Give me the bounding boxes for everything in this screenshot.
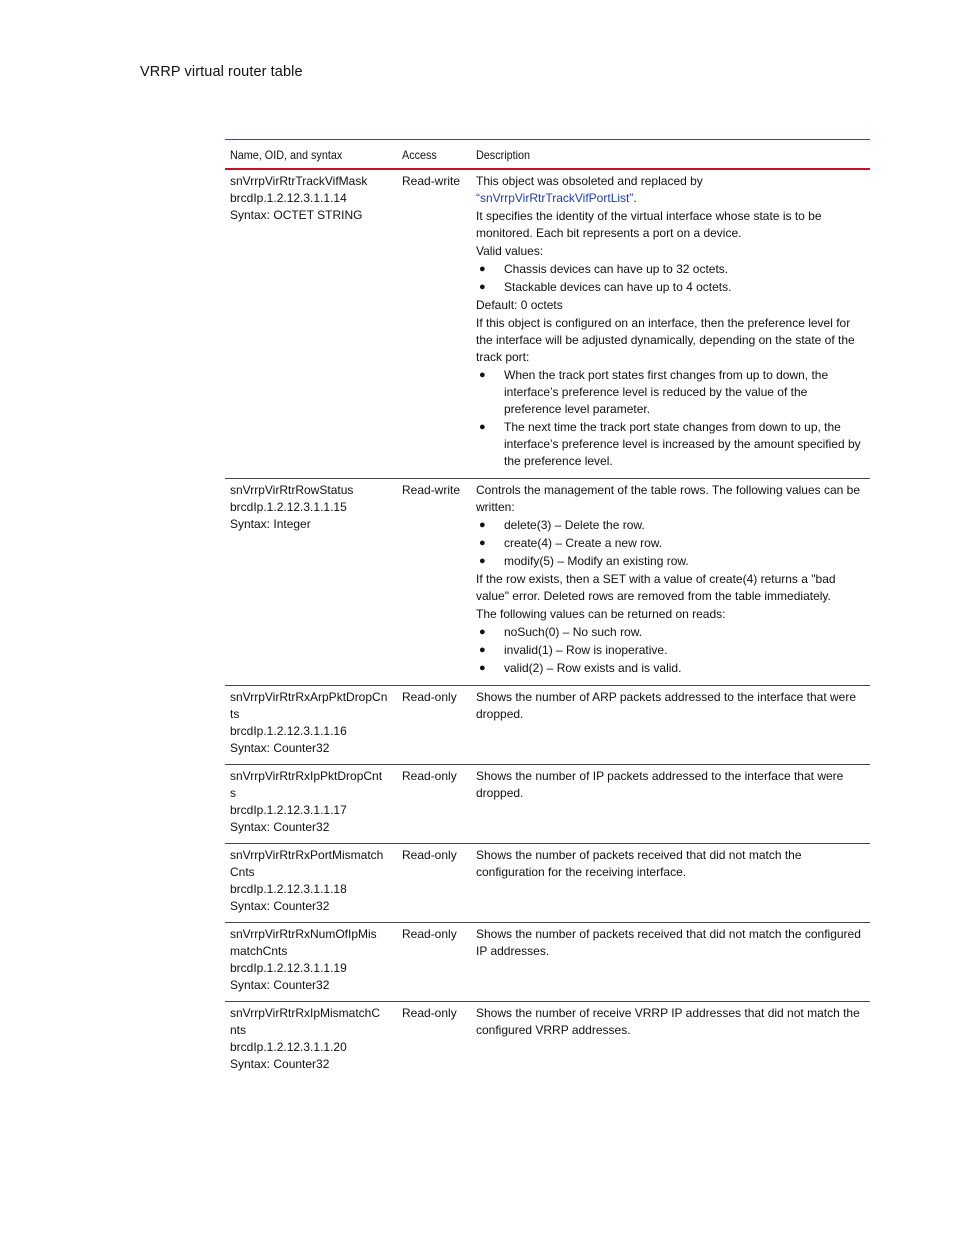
table-body	[225, 169, 870, 1080]
object-name-line: brcdIp.1.2.12.3.1.1.19	[230, 961, 347, 975]
object-name-line: Syntax: Counter32	[230, 1057, 330, 1071]
bullet-icon: ●	[479, 662, 486, 674]
bullet-icon: ●	[479, 537, 486, 549]
object-name-line: brcdIp.1.2.12.3.1.1.15	[230, 500, 347, 514]
description-paragraph: Shows the number of IP packets addressed to the interface that were dropped.	[476, 769, 844, 800]
list-item-text: invalid(1) – Row is inoperative.	[504, 643, 668, 657]
list-item-text: The next time the track port state changes from down to up, the interface’s preference level is increased by the amount specified by the preference level.	[504, 420, 861, 468]
table-row	[225, 1002, 870, 1081]
object-name-line: snVrrpVirRtrRxPortMismatch	[230, 848, 384, 862]
object-name-line: snVrrpVirRtrRowStatus	[230, 483, 354, 497]
list-item	[476, 367, 865, 418]
list-item	[476, 660, 865, 677]
description-paragraph	[476, 173, 865, 207]
bullet-icon: ●	[479, 519, 486, 531]
bullet-icon: ●	[479, 263, 486, 275]
object-name-line: Syntax: Counter32	[230, 978, 330, 992]
description-paragraph: Controls the management of the table rows. The following values can be written:	[476, 483, 860, 514]
paragraph-text-end: .	[633, 191, 637, 205]
bullet-icon: ●	[479, 555, 486, 567]
list-item	[476, 553, 865, 570]
cell-description	[471, 844, 870, 923]
description-paragraph: If the row exists, then a SET with a value of create(4) returns a "bad value" error. Deleted rows are removed from the table immediately.	[476, 572, 836, 603]
list-item-text: When the track port states first changes from up to down, the interface’s preference level is reduced by the value of the preference level parameter.	[504, 368, 829, 416]
table-row	[225, 169, 870, 479]
table-header-row	[225, 140, 870, 170]
bullet-icon: ●	[479, 644, 486, 656]
list-item-text: Stackable devices can have up to 4 octets.	[504, 280, 732, 294]
description-paragraph: It specifies the identity of the virtual interface whose state is to be monitored. Each bit represents a port on a device.	[476, 209, 822, 240]
description-paragraph: The following values can be returned on reads:	[476, 607, 726, 621]
object-name-line: s	[230, 786, 236, 800]
cell-access: Read-write	[397, 479, 471, 686]
cell-description	[471, 686, 870, 765]
list-item-text: Chassis devices can have up to 32 octets.	[504, 262, 729, 276]
cell-description	[471, 169, 870, 479]
page-header: VRRP virtual router table	[140, 64, 303, 80]
bullet-icon: ●	[479, 369, 486, 381]
cross-reference-link[interactable]: “snVrrpVirRtrTrackVifPortList”	[476, 191, 634, 205]
header-access: Access	[397, 140, 471, 170]
cell-name-oid-syntax	[225, 765, 397, 844]
cell-name-oid-syntax	[225, 169, 397, 479]
object-name-line: snVrrpVirRtrTrackVifMask	[230, 174, 368, 188]
object-name-line: Syntax: Counter32	[230, 820, 330, 834]
cell-name-oid-syntax	[225, 844, 397, 923]
object-name-line: Syntax: OCTET STRING	[230, 208, 363, 222]
bullet-list	[476, 517, 865, 570]
object-name-line: Syntax: Integer	[230, 517, 311, 531]
table-row	[225, 686, 870, 765]
object-name-line: snVrrpVirRtrRxArpPktDropCn	[230, 690, 388, 704]
object-name-line: snVrrpVirRtrRxNumOfIpMis	[230, 927, 377, 941]
cell-description	[471, 479, 870, 686]
description-paragraph: Shows the number of receive VRRP IP addresses that did not match the configured VRRP addresses.	[476, 1006, 860, 1037]
description-paragraph: If this object is configured on an interface, then the preference level for the interface will be adjusted dynamically, depending on the state of the track port:	[476, 316, 855, 364]
bullet-list	[476, 624, 865, 677]
object-name-line: Syntax: Counter32	[230, 899, 330, 913]
list-item	[476, 279, 865, 296]
bullet-icon: ●	[479, 626, 486, 638]
cell-name-oid-syntax	[225, 479, 397, 686]
table-row	[225, 479, 870, 686]
object-name-line: matchCnts	[230, 944, 288, 958]
bullet-icon: ●	[479, 281, 486, 293]
bullet-icon: ●	[479, 421, 486, 433]
object-name-line: nts	[230, 1023, 247, 1037]
object-name-line: brcdIp.1.2.12.3.1.1.20	[230, 1040, 347, 1054]
bullet-list	[476, 261, 865, 296]
list-item-text: delete(3) – Delete the row.	[504, 518, 645, 532]
list-item-text: valid(2) – Row exists and is valid.	[504, 661, 682, 675]
cell-access: Read-only	[397, 923, 471, 1002]
description-paragraph: Shows the number of packets received that did not match the configured IP addresses.	[476, 927, 861, 958]
cell-name-oid-syntax	[225, 686, 397, 765]
cell-name-oid-syntax	[225, 1002, 397, 1081]
cell-access: Read-only	[397, 844, 471, 923]
cell-access: Read-only	[397, 686, 471, 765]
paragraph-text: This object was obsoleted and replaced by	[476, 174, 703, 188]
list-item	[476, 624, 865, 641]
cell-access: Read-only	[397, 765, 471, 844]
header-name-oid-syntax: Name, OID, and syntax	[225, 140, 397, 170]
mib-object-table	[225, 139, 870, 1080]
list-item-text: noSuch(0) – No such row.	[504, 625, 643, 639]
cell-access: Read-write	[397, 169, 471, 479]
object-name-line: ts	[230, 707, 240, 721]
object-name-line: Syntax: Counter32	[230, 741, 330, 755]
object-name-line: brcdIp.1.2.12.3.1.1.17	[230, 803, 347, 817]
description-paragraph: Default: 0 octets	[476, 298, 563, 312]
object-name-line: Cnts	[230, 865, 255, 879]
object-name-line: brcdIp.1.2.12.3.1.1.18	[230, 882, 347, 896]
object-name-line: snVrrpVirRtrRxIpPktDropCnt	[230, 769, 383, 783]
cell-description	[471, 923, 870, 1002]
cell-access: Read-only	[402, 1006, 457, 1020]
cell-description	[471, 765, 870, 844]
description-paragraph: Shows the number of packets received that did not match the configuration for the receiving interface.	[476, 848, 802, 879]
object-name-line: brcdIp.1.2.12.3.1.1.14	[230, 191, 347, 205]
list-item	[476, 419, 865, 470]
description-paragraph: Valid values:	[476, 244, 544, 258]
list-item	[476, 261, 865, 278]
object-name-line: brcdIp.1.2.12.3.1.1.16	[230, 724, 347, 738]
list-item-text: modify(5) – Modify an existing row.	[504, 554, 689, 568]
header-description: Description	[471, 140, 870, 170]
list-item-text: create(4) – Create a new row.	[504, 536, 663, 550]
list-item	[476, 535, 865, 552]
list-item	[476, 642, 865, 659]
list-item	[476, 517, 865, 534]
object-name-line: snVrrpVirRtrRxIpMismatchC	[230, 1006, 381, 1020]
bullet-list	[476, 367, 865, 470]
cell-name-oid-syntax	[225, 923, 397, 1002]
table-row	[225, 765, 870, 844]
cell-description	[471, 1002, 870, 1081]
table-row	[225, 923, 870, 1002]
description-paragraph: Shows the number of ARP packets addressed to the interface that were dropped.	[476, 690, 856, 721]
table-row	[225, 844, 870, 923]
